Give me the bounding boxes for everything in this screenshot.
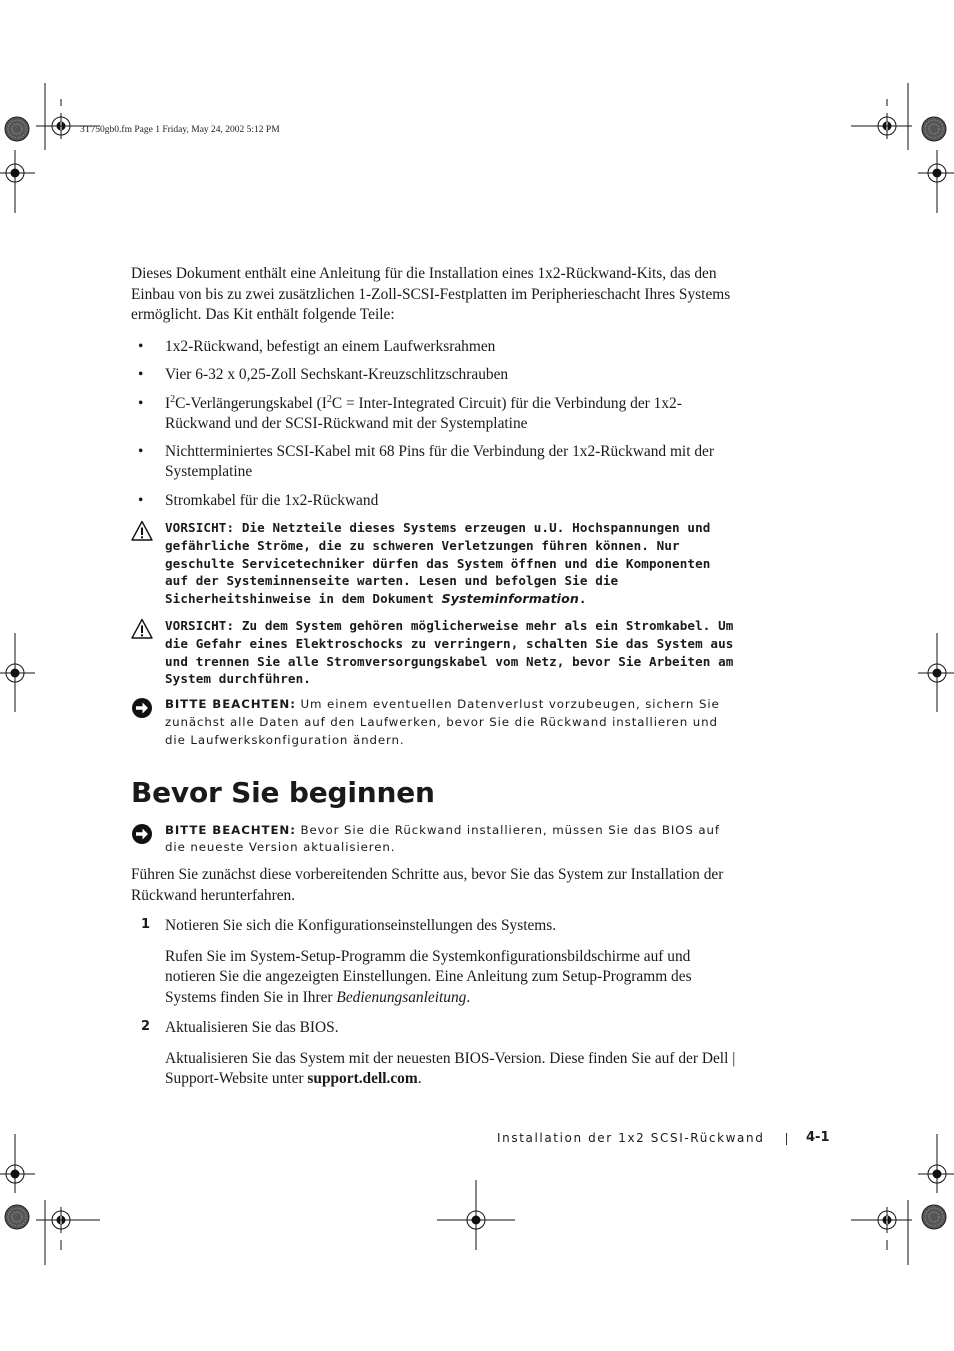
footer-chapter-title: Installation der 1x2 SCSI-Rückwand <box>497 1131 765 1145</box>
registration-mark-icon <box>922 1205 946 1229</box>
note-notice: BITTE BEACHTEN: Um einem eventuellen Datenverlust vorzubeugen, sichern Sie zunächst alle Daten auf den Laufwerken, bevor Sie die Rückwand installieren und die Laufwerkskonfiguration ändern. <box>131 696 736 749</box>
registration-mark-icon <box>5 1205 29 1229</box>
warning-triangle-icon <box>131 520 153 542</box>
list-item: • Stromkabel für die 1x2-Rückwand <box>138 491 379 509</box>
warning-triangle-icon <box>131 618 153 640</box>
arrow-circle-icon <box>131 697 153 719</box>
section-title: Bevor Sie beginnen <box>131 775 435 809</box>
caution-notice: VORSICHT: Zu dem System gehören möglicherweise mehr als ein Stromkabel. Um die Gefahr eines Elektroschocks zu verringern, schalten Sie das System aus und trennen Sie alle Stromversorgungskabel vom Netz, bevor Sie Arbeiten am System durchführen. <box>131 617 736 688</box>
arrow-circle-icon <box>131 823 153 845</box>
prep-paragraph: Führen Sie zunächst diese vorbereitenden Schritte aus, bevor Sie das System zur Installation der Rückwand herunterfahren. <box>131 866 724 904</box>
list-item: • Vier 6-32 x 0,25-Zoll Sechskant-Kreuzschlitzschrauben <box>138 366 509 383</box>
list-item: • 1x2-Rückwand, befestigt an einem Laufwerksrahmen <box>138 337 496 355</box>
file-info-header: 3T750gb0.fm Page 1 Friday, May 24, 2002 5:12 PM <box>80 125 280 135</box>
registration-mark-icon <box>5 117 29 141</box>
note-notice: BITTE BEACHTEN: Bevor Sie die Rückwand installieren, müssen Sie das BIOS auf die neueste Version aktualisieren. <box>131 822 736 858</box>
page-number: 4-1 <box>806 1130 830 1145</box>
footer-divider <box>786 1133 787 1145</box>
registration-mark-icon <box>922 117 946 141</box>
list-item: • Nichtterminiertes SCSI-Kabel mit 68 Pins für die Verbindung der 1x2-Rückwand mit der Systemplatine <box>138 443 714 480</box>
list-item: • $I^2C$-Verlängerungskabel ($I^2C$ = Inter-Integrated Circuit) für die Verbindung der 1x2-Rückwand und der SCSI-Rückwand mit der Systemplatine <box>138 393 682 432</box>
step-item: 2 Aktualisieren Sie das BIOS. Aktualisieren Sie das System mit der neuesten BIOS-Version. Diese finden Sie auf der Dell | Support-Website unter support.dell.com. <box>141 1019 736 1088</box>
parts-list <box>131 337 736 511</box>
step-list <box>131 916 736 1090</box>
support-link[interactable]: support.dell.com <box>307 1070 418 1088</box>
caution-notice: VORSICHT: Die Netzteile dieses Systems erzeugen u.U. Hochspannungen und gefährliche Ströme, die zu schweren Verletzungen führen können. Nur geschulte Servicetechniker dürfen das System öffnen und die Komponenten auf der Systeminnenseite warten. Lesen und befolgen Sie die Sicherheitshinweise in dem Dokument Systeminformation. <box>131 519 736 608</box>
intro-paragraph: Dieses Dokument enthält eine Anleitung für die Installation eines 1x2-Rückwand-Kits, das den Einbau von bis zu zwei zusätzlichen 1-Zoll-SCSI-Festplatten im Peripherieschacht Ihres Systems ermöglicht. Das Kit enthält folgende Teile: <box>131 265 731 323</box>
page-content <box>131 264 736 1100</box>
step-item: 1 Notieren Sie sich die Konfigurationseinstellungen des Systems. Rufen Sie im System-Setup-Programm die Systemkonfigurationsbildschirme auf und notieren Sie die angezeigten Einstellungen. Eine Anleitung zum Setup-Programm des Systems finden Sie in Ihrer Bedienungsanleitung. <box>141 917 692 1006</box>
